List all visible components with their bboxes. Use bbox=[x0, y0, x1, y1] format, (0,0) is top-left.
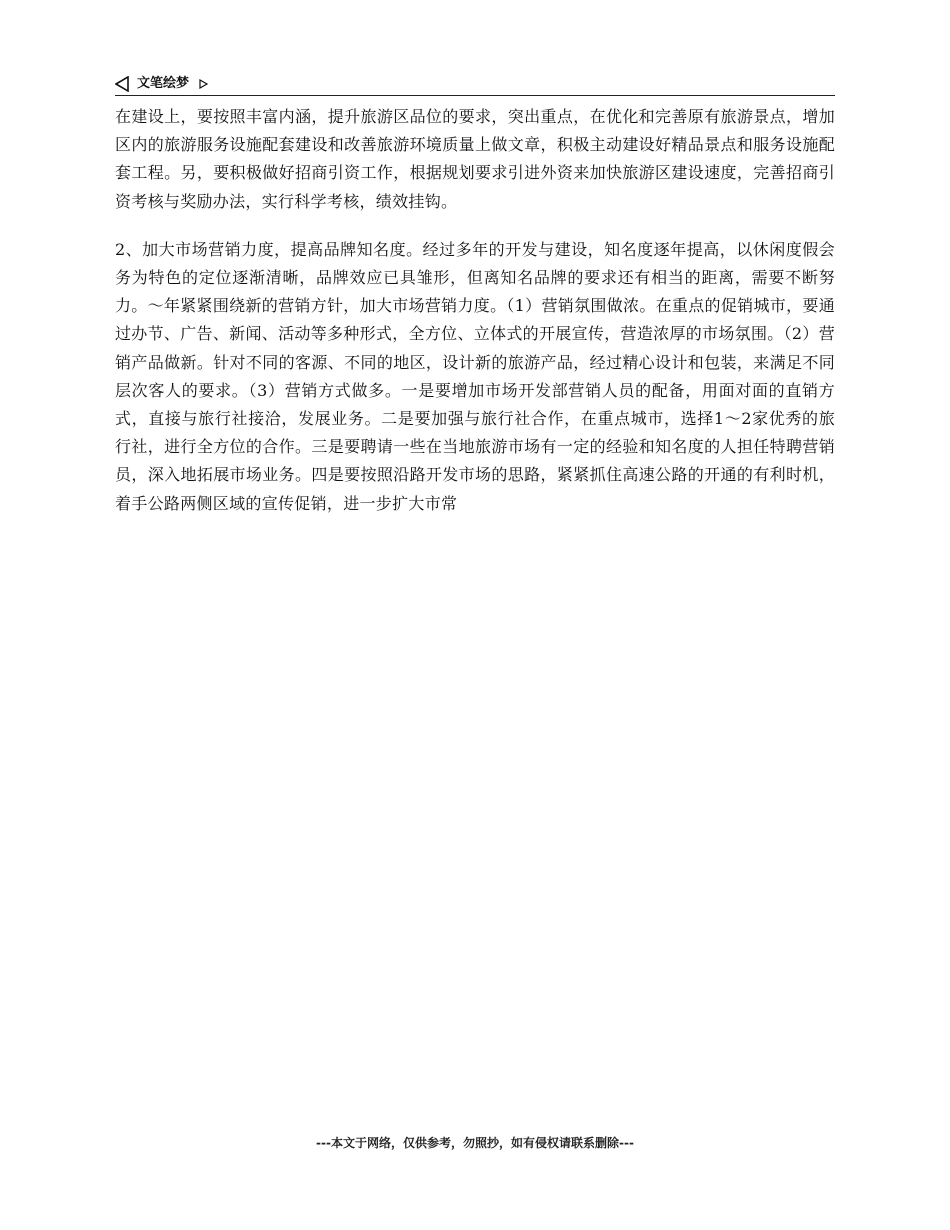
page-header bbox=[115, 72, 835, 96]
page-footer-disclaimer: ---本文于网络，仅供参考，勿照抄，如有侵权请联系删除--- bbox=[316, 1136, 634, 1150]
triangle-right-outline-icon bbox=[199, 79, 208, 89]
document-body bbox=[115, 103, 835, 518]
paragraph: 在建设上，要按照丰富内涵，提升旅游区品位的要求，突出重点，在优化和完善原有旅游景点，增加区内的旅游服务设施配套建设和改善旅游环境质量上做文章，积极主动建设好精品景点和服务设施配套工程。另，要积极做好招商引资工作，根据规划要求引进外资来加快旅游区建设速度，完善招商引资考核与奖励办法，实行科学考核，绩效挂钩。 bbox=[115, 107, 835, 211]
header-title: 文笔绘梦 bbox=[137, 75, 190, 91]
paragraph: 2、加大市场营销力度，提高品牌知名度。经过多年的开发与建设，知名度逐年提高，以休闲度假会务为特色的定位逐渐清晰，品牌效应已具雏形，但离知名品牌的要求还有相当的距离，需要不断努力。～年紧紧围绕新的营销方针，加大市场营销力度。（1）营销氛围做浓。在重点的促销城市，要通过办节、广告、新闻、活动等多种形式，全方位、立体式的开展宣传，营造浓厚的市场氛围。（2）营销产品做新。针对不同的客源、不同的地区，设计新的旅游产品，经过精心设计和包装，来满足不同层次客人的要求。（3）营销方式做多。一是要增加市场开发部营销人员的配备，用面对面的直销方式，直接与旅行社接洽，发展业务。二是要加强与旅行社合作，在重点城市，选择1～2家优秀的旅行社，进行全方位的合作。三是要聘请一些在当地旅游市场有一定的经验和知名度的人担任特聘营销员，深入地拓展市场业务。四是要按照沿路开发市场的思路，紧紧抓住高速公路的开通的有利时机，着手公路两侧区域的宣传促销，进一步扩大市常 bbox=[115, 239, 835, 513]
